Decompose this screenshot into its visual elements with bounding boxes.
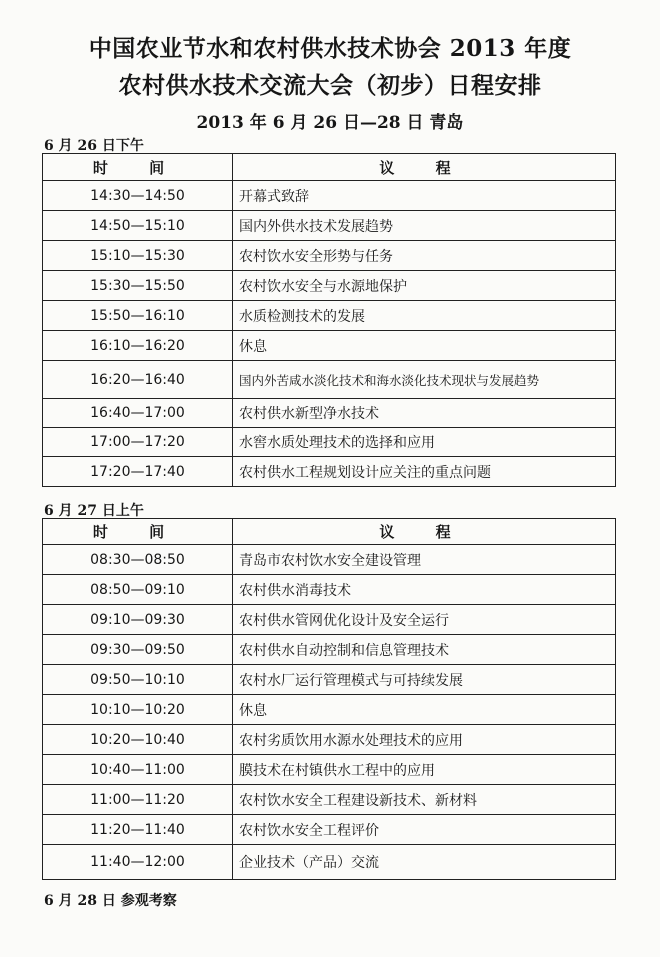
agenda-cell: 休息 [233,331,616,361]
time-cell: 10:10—10:20 [43,695,233,725]
document-title-line-1: 中国农业节水和农村供水技术协会 2013 年度 [88,35,572,62]
agenda-cell: 休息 [233,695,616,725]
day1-label: 6 月 26 日下午 [44,138,144,154]
table-row [43,755,616,785]
time-cell: 16:40—17:00 [43,399,233,428]
time-cell: 16:20—16:40 [43,361,233,399]
time-cell: 15:10—15:30 [43,241,233,271]
table-row [43,545,616,575]
agenda-cell: 开幕式致辞 [233,181,616,211]
time-cell: 16:10—16:20 [43,331,233,361]
time-cell: 09:30—09:50 [43,635,233,665]
table-row [43,635,616,665]
agenda-cell: 国内外供水技术发展趋势 [233,211,616,241]
document-title-line-2: 农村供水技术交流大会（初步）日程安排 [118,72,542,99]
table-row [43,815,616,845]
time-cell: 15:30—15:50 [43,271,233,301]
day2-header-row [43,519,616,545]
day1-schedule-table [42,153,616,487]
table-row [43,271,616,301]
time-cell: 09:50—10:10 [43,665,233,695]
table-row [43,399,616,428]
agenda-cell: 农村水厂运行管理模式与可持续发展 [233,665,616,695]
table-row [43,665,616,695]
day3-label: 6 月 28 日 参观考察 [44,893,177,909]
agenda-cell: 企业技术（产品）交流 [233,845,616,880]
table-row [43,361,616,399]
agenda-cell: 农村供水消毒技术 [233,575,616,605]
agenda-cell: 农村饮水安全形势与任务 [233,241,616,271]
time-cell: 10:40—11:00 [43,755,233,785]
time-cell: 17:00—17:20 [43,428,233,457]
time-cell: 10:20—10:40 [43,725,233,755]
day2-schedule-table [42,518,616,880]
agenda-cell: 水质检测技术的发展 [233,301,616,331]
table-row [43,241,616,271]
time-cell: 15:50—16:10 [43,301,233,331]
agenda-cell: 农村饮水安全工程评价 [233,815,616,845]
table-row [43,331,616,361]
day1-rows [43,181,616,487]
table-row [43,211,616,241]
table-row [43,575,616,605]
day2-rows [43,545,616,880]
time-cell: 11:40—12:00 [43,845,233,880]
time-cell: 14:30—14:50 [43,181,233,211]
time-cell: 08:50—09:10 [43,575,233,605]
table-row [43,695,616,725]
agenda-cell: 农村劣质饮用水源水处理技术的应用 [233,725,616,755]
agenda-cell: 水窖水质处理技术的选择和应用 [233,428,616,457]
time-column-header: 时 间 [43,519,233,545]
agenda-cell: 农村供水工程规划设计应关注的重点问题 [233,457,616,487]
agenda-cell: 农村供水新型净水技术 [233,399,616,428]
table-row [43,301,616,331]
time-cell: 11:00—11:20 [43,785,233,815]
time-cell: 14:50—15:10 [43,211,233,241]
agenda-cell: 农村供水自动控制和信息管理技术 [233,635,616,665]
agenda-cell: 国内外苦咸水淡化技术和海水淡化技术现状与发展趋势 [233,361,616,399]
table-row [43,605,616,635]
time-column-header: 时 间 [43,154,233,181]
day2-label: 6 月 27 日上午 [44,503,144,519]
agenda-column-header: 议 程 [233,154,616,181]
table-row [43,428,616,457]
agenda-cell: 农村饮水安全工程建设新技术、新材料 [233,785,616,815]
agenda-cell: 青岛市农村饮水安全建设管理 [233,545,616,575]
agenda-cell: 农村供水管网优化设计及安全运行 [233,605,616,635]
agenda-column-header: 议 程 [233,519,616,545]
agenda-cell: 膜技术在村镇供水工程中的应用 [233,755,616,785]
table-row [43,785,616,815]
agenda-cell: 农村饮水安全与水源地保护 [233,271,616,301]
table-row [43,845,616,880]
table-row [43,181,616,211]
time-cell: 08:30—08:50 [43,545,233,575]
table-row [43,457,616,487]
time-cell: 11:20—11:40 [43,815,233,845]
time-cell: 17:20—17:40 [43,457,233,487]
table-row [43,725,616,755]
day1-header-row [43,154,616,181]
document-subtitle: 2013 年 6 月 26 日—28 日 青岛 [196,113,464,133]
time-cell: 09:10—09:30 [43,605,233,635]
